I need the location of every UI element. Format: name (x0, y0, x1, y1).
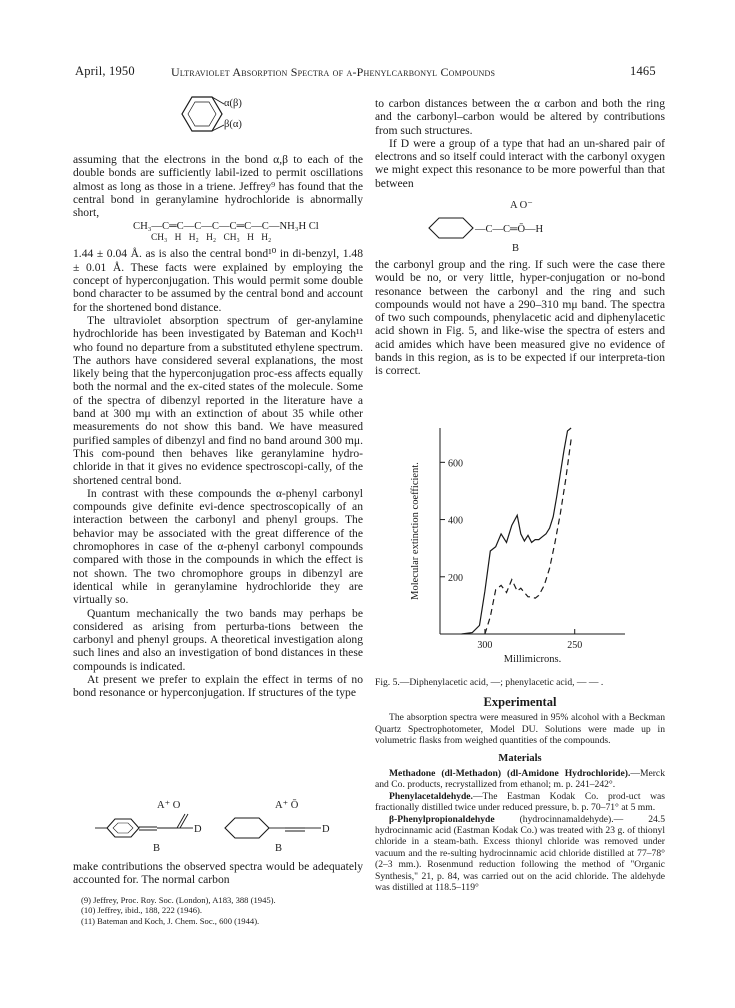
footnotes (73, 895, 363, 927)
struct-right-b: B (512, 243, 520, 254)
footnote-10: (10) Jeffrey, ibid., 188, 222 (1946). (81, 905, 203, 916)
material-methadone-title: Methadone (dl-Methadon) (dl-Amidone Hydrochloride). (389, 767, 631, 779)
right-paragraph-3: the carbonyl group and the ring. If such were the case there would be no, or very little, hyper-conjugation or no-bond resonance between the carbonyl and the ring and such compounds would not have a 290–310 mμ band. The spectra of two such compounds, phenylacetic acid and diphenylacetic acid shown in Fig. 5, and like-wise the spectra of esters and acid amides which have been measured give no evidence of bands in this region, as is to be expected if our interpreta-tion is correct. (375, 258, 665, 378)
experimental-heading: Experimental (483, 695, 557, 709)
y-tick-label: 400 (448, 515, 463, 527)
x-tick-label: 300 (477, 640, 493, 651)
x-tick-label: 250 (567, 640, 583, 651)
struct-label-beta-alpha: β(α) (224, 119, 242, 130)
left-paragraph-2: The ultraviolet absorption spectrum of ger-anylamine hydrochloride has been investigated by Bateman and Koch¹¹ who found no departure from a substituted ethylene spectrum. The authors have considered several explanations, the most likely being that the hyperconjugation proc-ess affects equally both the normal and the ex-cited states of the molecule. Some of the spectra of dibenzyl reported in the literature have a band at 300 mμ with an extinction of about 35 while other measurements do not show this band. We have measured purified samples of dibenzyl and find no band around 300 mμ. This com-pound then behaves like geranylamine hydro-chloride in that it gives no evidence spectroscopi-cally, of the shortened central bond. (73, 313, 363, 487)
left-paragraph-4: Quantum mechanically the two bands may perhaps be considered as arising from perturba-tions between the carbonyl and phenyl groups. A theoretical investigation along such lines and also an investigation of bond distances in these compounds is indicated. (73, 606, 363, 673)
struct-b-b: B (275, 843, 283, 854)
y-tick-label: 600 (448, 458, 463, 470)
struct-label-alpha-beta: α(β) (224, 98, 242, 109)
struct-a-b: B (153, 843, 161, 854)
resonance-structures-left (85, 796, 360, 858)
figure-5-chart (400, 420, 640, 670)
formula-line-1: CH₃—C═C—C—C—C═C—C—NH₃H Cl (133, 221, 319, 233)
header-page-number: 1465 (630, 64, 656, 78)
struct-b-d: D (322, 824, 330, 835)
right-column-middle (375, 258, 665, 378)
header-title: Ultraviolet Absorption Spectra of α-Phenylcarbonyl Compounds (171, 65, 496, 79)
experimental-paragraph: The absorption spectra were measured in 95% alcohol with a Beckman Quartz Spectrophotometer, Model DU. Solutions were made up in volumetric flasks from weighed quantities of the compounds. (375, 712, 665, 747)
series-line-diphenylacetic-acid (462, 428, 571, 634)
series-line-phenylacetic-acid (485, 439, 571, 634)
footnote-9: (9) Jeffrey, Proc. Roy. Soc. (London), A183, 388 (1945). (81, 894, 276, 905)
struct-right-top: A O⁻ (510, 200, 533, 211)
x-axis-label: Millimicrons. (503, 654, 562, 665)
material-phenylacetaldehyde-title: Phenylacetaldehyde. (389, 790, 473, 802)
material-methadone (375, 768, 665, 791)
left-column-end (73, 860, 363, 926)
footnote-11: (11) Bateman and Koch, J. Chem. Soc., 600 (1944). (81, 915, 260, 926)
right-column-bottom (375, 692, 665, 893)
struct-right-chain: —C—C═Ō—H (475, 224, 544, 235)
materials-heading: Materials (498, 752, 542, 764)
y-axis-label: Molecular extinction coefficient. (410, 462, 421, 600)
fig-caption: Fig. 5.—Diphenylacetic acid, —; phenylacetic acid, — — . (375, 677, 604, 688)
left-paragraph-5: At present we prefer to explain the effect in terms of no bond resonance or hyperconjugation. If structures of the type (73, 672, 363, 700)
material-phenylpropionaldehyde-title: β-Phenylpropionaldehyde (389, 813, 495, 825)
right-column-top (375, 97, 665, 190)
left-paragraph-3: In contrast with these compounds the α-phenyl carbonyl compounds give definite evi-dence spectroscopically of an interaction between the carbonyl and phenyl groups. The behavior may be associated with the great difference of the chromophores in case of the α-phenyl carbonyl compounds compared with those in the compounds in which the effect is not shown. The two chromophore groups in dibenzyl are identical while in geranylamine hydrochloride they are virtually so. (73, 486, 363, 607)
benzene-structure-top (180, 92, 280, 144)
left-paragraph-6: make contributions the observed spectra would be adequately accounted for. The normal carbon (73, 860, 363, 887)
left-paragraph-1b: 1.44 ± 0.04 Å. as is also the central bond¹⁰ in di-benzyl, 1.48 ± 0.01 Å. These facts were explained by employing the concept of hyperconjugation. This would permit some double bond character to be assumed by the central bond and account for the shortened bond distance. (73, 247, 363, 314)
formula-line-2: CH₃ H H₂ H₂ CH₃ H H₂ (151, 232, 272, 243)
struct-a-d: D (194, 824, 202, 835)
struct-a-top: A⁺ O (157, 800, 181, 811)
resonance-structure-right (425, 196, 625, 254)
material-phenylpropionaldehyde-body: (hydrocinnamaldehyde).— 24.5 hydrocinnamic acid (Eastman Kodak Co.) was treated with 23 g. of thionyl chloride in a steam-bath. Excess thionyl chloride was removed under vacuum and the re-sulting hydrocinnamic acid chloride distilled at 77–78° (2–3 mm.). Rosenmund reduction following the method of "Organic Synthesis," 21, p. 84, was carried out on the acid chloride. The aldehyde was distilled at 118.5–119° (375, 813, 665, 893)
left-paragraph-1: assuming that the electrons in the bond α,β to each of the double bonds are sufficiently labil-ized to permit oscillations almost as long as those in a triene. Jeffrey⁹ has found that the central bond in geranylamine hydrochloride is abnormally short, (73, 153, 363, 220)
right-paragraph-2: If D were a group of a type that had an un-shared pair of electrons and so itself could interact with the carbonyl oxygen we might expect this resonance to be more powerful than that between (375, 136, 665, 190)
header-date: April, 1950 (75, 64, 135, 78)
material-methadone-body: —Merck and Co. products, recrystallized from ethanol; m. p. 241–242°. (375, 767, 665, 791)
left-column (73, 153, 363, 700)
material-phenylacetaldehyde (375, 791, 665, 814)
material-phenylacetaldehyde-body: —The Eastman Kodak Co. prod-uct was fractionally distilled twice under reduced pressure, b. p. 70–71° at 5 mm. (375, 790, 665, 814)
struct-b-top: A⁺ Ō (275, 800, 299, 811)
y-tick-label: 200 (448, 572, 463, 584)
right-paragraph-1: to carbon distances between the α carbon and both the ring and the carbonyl–carbon would be altered by contributions from such structures. (375, 97, 665, 137)
material-phenylpropionaldehyde (375, 814, 665, 894)
geranylamine-formula (133, 221, 363, 244)
